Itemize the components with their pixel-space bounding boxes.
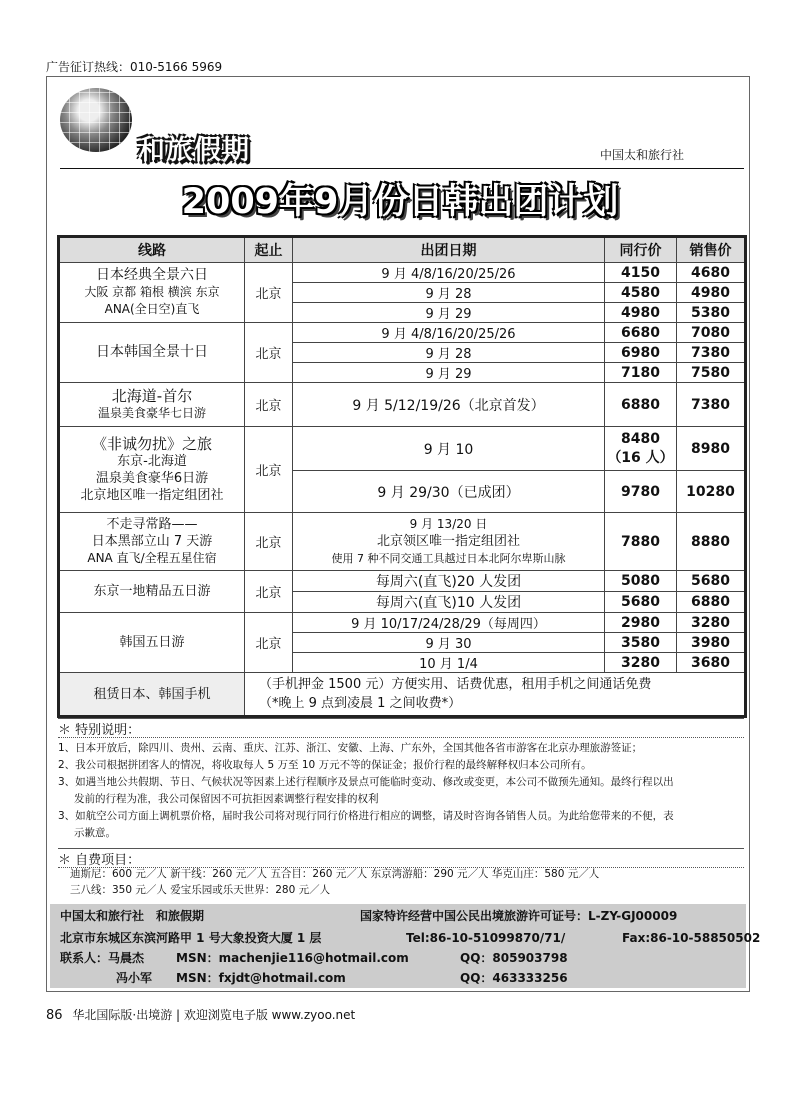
sale-price: 8880	[677, 513, 746, 571]
sale-price: 10280	[677, 471, 746, 513]
route-detail: 温泉美食豪华6日游	[95, 470, 209, 486]
route-name: 韩国五日游	[119, 635, 185, 650]
date-note: 使用 7 种不同交通工具越过日本北阿尔卑斯山脉	[331, 552, 566, 565]
date-cell: 9 月 29	[293, 303, 605, 323]
sale-price: 6880	[677, 592, 746, 613]
route-cell	[59, 571, 245, 613]
msn-address: MSN：fxjdt@hotmail.com	[176, 971, 346, 985]
route-name: 《非诚勿扰》之旅	[91, 434, 212, 453]
city-cell: 北京	[245, 613, 293, 673]
trade-price: 8480	[621, 430, 660, 447]
table-header-row	[59, 237, 746, 263]
date-cell: 9 月 29	[293, 363, 605, 383]
route-detail: ANA(全日空)直飞	[104, 302, 200, 316]
date-note: 北京领区唯一指定组团社	[376, 534, 520, 549]
trade-price: 6680	[605, 323, 677, 343]
date-cell: 9 月 29/30（已成团）	[293, 471, 605, 513]
date-cell: 9 月 30	[293, 633, 605, 653]
route-name: 日本韩国全景十日	[96, 344, 208, 360]
city-cell: 北京	[245, 263, 293, 323]
note-item: 3、如航空公司方面上调机票价格，届时我公司将对现行同行价格进行相应的调整，请及时咨询各销售人员。为此给您带来的不便，表	[58, 810, 674, 822]
table-row	[59, 263, 746, 283]
note-item: 1、日本开放后，除四川、贵州、云南、重庆、江苏、浙江、安徽、上海、广东外，全国其他各省市游客在北京办理旅游签证；	[58, 742, 643, 754]
column-header-date: 出团日期	[293, 237, 605, 263]
trade-price: 4980	[605, 303, 677, 323]
column-header-route: 线路	[59, 237, 245, 263]
optional-line: 迪斯尼：600 元／人 新干线：260 元／人 五合目：260 元／人 东京湾游船：290 元／人 华克山庄：580 元／人	[70, 868, 600, 880]
trade-price: 7880	[605, 513, 677, 571]
note-item: 发前的行程为准，我公司保留因不可抗拒因素调整行程安排的权利	[74, 793, 379, 805]
msn-address: MSN：machenjie116@hotmail.com	[176, 951, 409, 965]
route-detail: 北京地区唯一指定组团社	[80, 487, 224, 503]
route-name: 不走寻常路——	[106, 517, 198, 532]
sale-price: 3980	[677, 633, 746, 653]
footer-text: 华北国际版·出境游 | 欢迎浏览电子版 www.zyoo.net	[72, 1008, 356, 1022]
sale-price: 4980	[677, 283, 746, 303]
address: 北京市东城区东滨河路甲 1 号大象投资大厦 1 层	[60, 931, 322, 945]
date-cell: 9 月 4/8/16/20/25/26	[293, 263, 605, 283]
sale-price: 3280	[677, 613, 746, 633]
route-cell	[59, 263, 245, 323]
date-cell: 9 月 4/8/16/20/25/26	[293, 323, 605, 343]
city-cell: 北京	[245, 323, 293, 383]
trade-price: 6980	[605, 343, 677, 363]
ad-hotline: 广告征订热线：010-5166 5969	[46, 60, 223, 74]
column-header-sale-price: 销售价	[677, 237, 746, 263]
route-cell	[59, 513, 245, 571]
route-name: 北海道-首尔	[111, 386, 193, 405]
table-row	[59, 513, 746, 571]
agency-name: 中国太和旅行社	[600, 148, 685, 162]
contact-person: 联系人：马晨杰	[60, 951, 145, 965]
route-name: 租赁日本、韩国手机	[93, 686, 211, 702]
phone-rental-note	[245, 673, 746, 717]
table-row	[59, 427, 746, 471]
date-cell: 9 月 10	[293, 427, 605, 471]
group-size: （16 人）	[607, 449, 674, 466]
qq-number: QQ：463333256	[460, 971, 568, 985]
route-detail: 温泉美食豪华七日游	[97, 405, 206, 420]
sale-price: 7080	[677, 323, 746, 343]
sale-price: 3680	[677, 653, 746, 673]
trade-price: 4150	[605, 263, 677, 283]
sale-price: 4680	[677, 263, 746, 283]
fax: Fax:86-10-58850502	[622, 931, 761, 945]
trade-price: 5080	[605, 571, 677, 592]
globe-logo-icon	[60, 88, 132, 152]
trade-price: 5680	[605, 592, 677, 613]
route-detail: ANA 直飞/全程五星住宿	[87, 551, 217, 565]
date-cell: 9 月 28	[293, 343, 605, 363]
trade-price: 4580	[605, 283, 677, 303]
route-cell	[59, 673, 245, 717]
date-cell: 9 月 10/17/24/28/29（每周四）	[293, 613, 605, 633]
date-cell: 9 月 28	[293, 283, 605, 303]
trade-price-cell	[605, 427, 677, 471]
route-detail: 日本黑部立山 7 天游	[91, 534, 213, 549]
sale-price: 7380	[677, 343, 746, 363]
rental-note: （*晚上 9 点到凌晨 1 之间收费*）	[259, 696, 462, 711]
date-cell: 每周六(直飞)20 人发团	[293, 571, 605, 592]
column-header-trade-price: 同行价	[605, 237, 677, 263]
city-cell: 北京	[245, 427, 293, 513]
table-row	[59, 571, 746, 592]
route-cell	[59, 323, 245, 383]
sale-price: 7380	[677, 383, 746, 427]
company-name: 中国太和旅行社 和旅假期	[60, 909, 205, 923]
table-row	[59, 323, 746, 343]
date-cell: 10 月 1/4	[293, 653, 605, 673]
route-name: 东京一地精品五日游	[93, 584, 211, 599]
optional-items-heading: ＊ 自费项目：	[58, 848, 744, 868]
page-title: 2009年9月份日韩出团计划	[181, 182, 619, 222]
page-number: 86	[46, 1008, 63, 1023]
license-number: 国家特许经营中国公民出境旅游许可证号：L-ZY-GJ00009	[360, 909, 678, 923]
column-header-city: 起止	[245, 237, 293, 263]
table-row	[59, 383, 746, 427]
route-detail: 大阪 京都 箱根 横滨 东京	[84, 285, 220, 299]
route-cell	[59, 383, 245, 427]
special-notes-heading: ＊ 特别说明：	[58, 718, 744, 738]
table-row	[59, 673, 746, 717]
page-footer	[46, 1006, 355, 1023]
trade-price: 3580	[605, 633, 677, 653]
table-row	[59, 613, 746, 633]
sale-price: 7580	[677, 363, 746, 383]
special-notes	[58, 740, 744, 842]
sale-price: 5680	[677, 571, 746, 592]
route-name: 日本经典全景六日	[96, 267, 208, 283]
optional-line: 三八线：350 元／人 爱宝乐园或乐天世界：280 元／人	[70, 884, 331, 896]
trade-price: 7180	[605, 363, 677, 383]
date-cell: 9 月 5/12/19/26（北京首发）	[293, 383, 605, 427]
qq-number: QQ：805903798	[460, 951, 568, 965]
city-cell: 北京	[245, 571, 293, 613]
trade-price: 9780	[605, 471, 677, 513]
route-cell	[59, 613, 245, 673]
sale-price: 5380	[677, 303, 746, 323]
rental-note: （手机押金 1500 元）方便实用、话费优惠，租用手机之间通话免费	[259, 677, 652, 692]
trade-price: 3280	[605, 653, 677, 673]
optional-items	[70, 866, 599, 898]
note-item: 2、我公司根据拼团客人的情况，将收取每人 5 万至 10 万元不等的保证金；报价行程的最终解释权归本公司所有。	[58, 759, 592, 771]
trade-price: 2980	[605, 613, 677, 633]
divider	[60, 168, 744, 169]
trade-price: 6880	[605, 383, 677, 427]
sale-price: 8980	[677, 427, 746, 471]
tour-plan-table	[57, 235, 747, 718]
date-text: 9 月 13/20 日	[409, 517, 488, 531]
contact-box	[50, 904, 761, 988]
note-item: 3、如遇当地公共假期、节日、气候状况等因素上述行程顺序及景点可能临时变动、修改或变更，本公司不做预先通知。最终行程以出	[58, 776, 674, 788]
date-cell	[293, 513, 605, 571]
date-cell: 每周六(直飞)10 人发团	[293, 592, 605, 613]
route-detail: 东京-北海道	[117, 453, 187, 469]
city-cell: 北京	[245, 383, 293, 427]
telephone: Tel:86-10-51099870/71/	[406, 931, 566, 945]
contact-person: 冯小军	[116, 971, 153, 985]
city-cell: 北京	[245, 513, 293, 571]
route-cell	[59, 427, 245, 513]
note-item: 示歉意。	[74, 827, 116, 839]
brand-logo: 和旅假期	[138, 135, 250, 166]
